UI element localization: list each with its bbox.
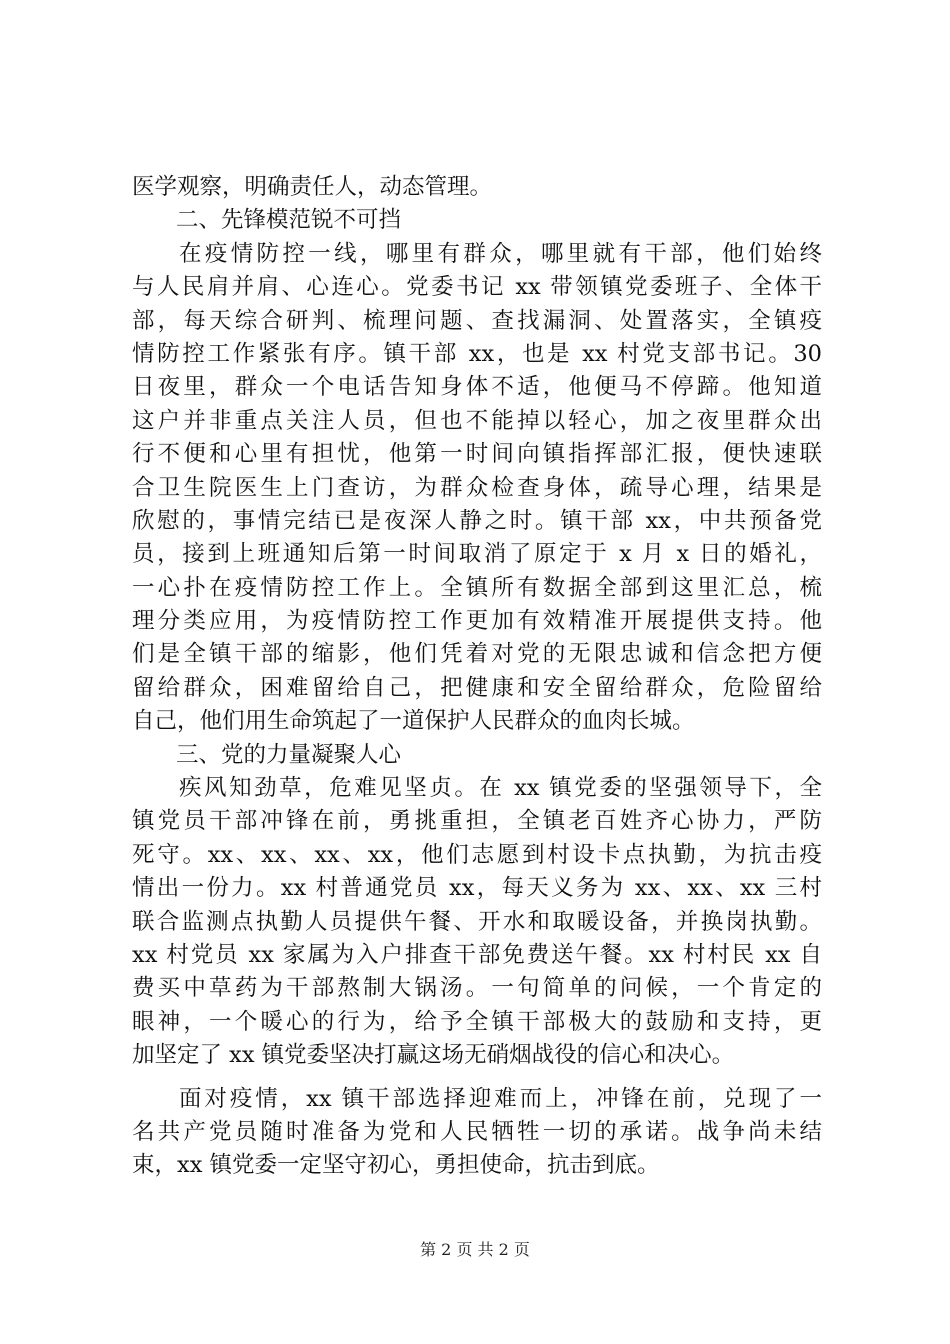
text-line: 员，接到上班通知后第一时间取消了原定于 x 月 x 日的婚礼，	[132, 541, 822, 568]
text-line: 面对疫情，xx 镇干部选择迎难而上，冲锋在前，兑现了一	[179, 1085, 822, 1112]
text-line: 日夜里，群众一个电话告知身体不适，他便马不停蹄。他知道	[132, 374, 822, 401]
text-line: 留给群众，困难留给自己，把健康和安全留给群众，危险留给	[132, 674, 822, 701]
text-line: 们是全镇干部的缩影，他们凭着对党的无限忠诚和信念把方便	[132, 641, 822, 668]
text-line: 死守。xx、xx、xx、xx，他们志愿到村设卡点执勤，为抗击疫	[132, 841, 822, 868]
text-line: 理分类应用，为疫情防控工作更加有效精准开展提供支持。他	[132, 608, 822, 635]
text-line: 镇党员干部冲锋在前，勇挑重担，全镇老百姓齐心协力，严防	[132, 808, 822, 835]
text-line: 眼神，一个暖心的行为，给予全镇干部极大的鼓励和支持，更	[132, 1008, 822, 1035]
text-line: 束，xx 镇党委一定坚守初心，勇担使命，抗击到底。	[132, 1152, 660, 1179]
text-line: 与人民肩并肩、心连心。党委书记 xx 带领镇党委班子、全体干	[132, 274, 822, 301]
text-line: 加坚定了 xx 镇党委坚决打赢这场无硝烟战役的信心和决心。	[132, 1042, 735, 1069]
section-heading: 三、党的力量凝聚人心	[176, 741, 402, 768]
text-line: 在疫情防控一线，哪里有群众，哪里就有干部，他们始终	[179, 240, 822, 267]
text-line: xx 村党员 xx 家属为入户排查干部免费送午餐。xx 村村民 xx 自	[132, 941, 822, 968]
text-line: 情出一份力。xx 村普通党员 xx，每天义务为 xx、xx、xx 三村	[132, 875, 822, 902]
text-line: 联合监测点执勤人员提供午餐、开水和取暖设备，并换岗执勤。	[132, 908, 822, 935]
document-body	[132, 171, 822, 1183]
paragraph-gap	[132, 1073, 822, 1083]
text-line: 疾风知劲草，危难见坚贞。在 xx 镇党委的坚强领导下，全	[179, 775, 822, 802]
text-line: 行不便和心里有担忧，他第一时间向镇指挥部汇报，便快速联	[132, 441, 822, 468]
text-line: 欣慰的，事情完结已是夜深人静之时。镇干部 xx，中共预备党	[132, 507, 822, 534]
text-line: 部，每天综合研判、梳理问题、查找漏洞、处置落实，全镇疫	[132, 307, 822, 334]
text-line: 费买中草药为干部熬制大锅汤。一句简单的问候，一个肯定的	[132, 975, 822, 1002]
text-line: 这户并非重点关注人员，但也不能掉以轻心，加之夜里群众出	[132, 407, 822, 434]
section-heading: 二、先锋模范锐不可挡	[176, 207, 402, 234]
text-line: 一心扑在疫情防控工作上。全镇所有数据全部到这里汇总，梳	[132, 574, 822, 601]
page-footer: 第 2 页 共 2 页	[420, 1240, 530, 1259]
text-line: 合卫生院医生上门查访，为群众检查身体，疏导心理，结果是	[132, 474, 822, 501]
text-line: 自己，他们用生命筑起了一道保护人民群众的血肉长城。	[132, 708, 695, 735]
text-line: 名共产党员随时准备为党和人民牺牲一切的承诺。战争尚未结	[132, 1118, 822, 1145]
text-line: 情防控工作紧张有序。镇干部 xx，也是 xx 村党支部书记。30	[132, 340, 822, 367]
text-line: 医学观察，明确责任人，动态管理。	[132, 174, 493, 200]
